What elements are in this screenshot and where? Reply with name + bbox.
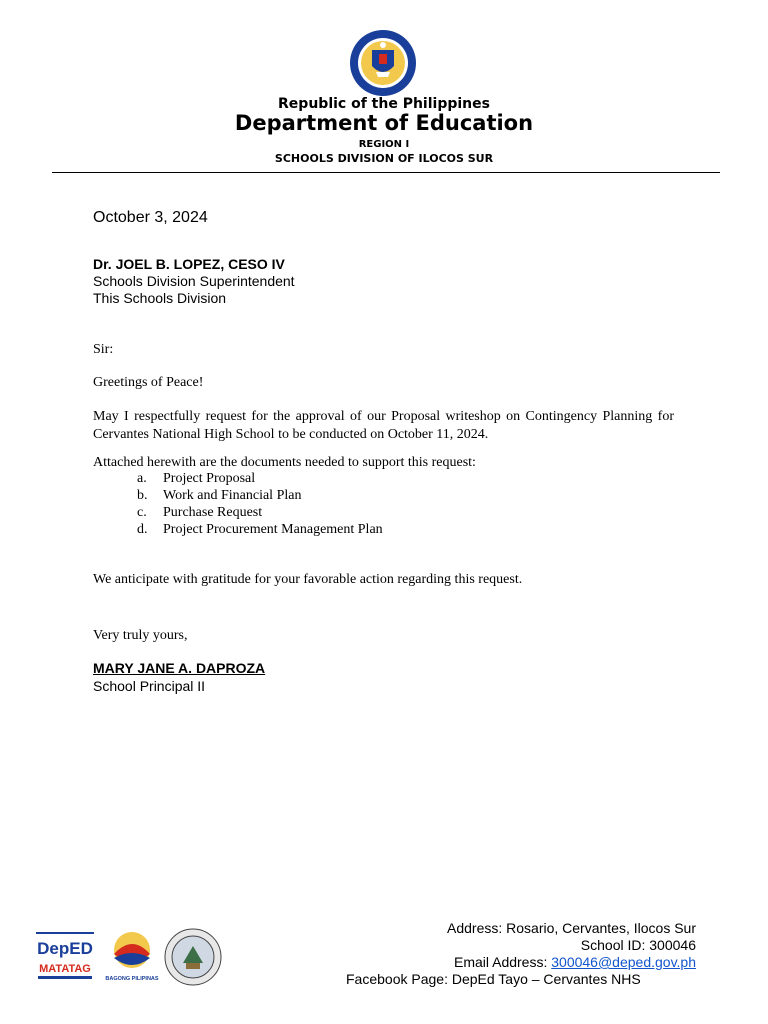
deped-logo-text: DepED	[37, 939, 93, 958]
footer-facebook: Facebook Page: DepEd Tayo – Cervantes NHS	[346, 971, 641, 987]
addressee-name: Dr. JOEL B. LOPEZ, CESO IV	[93, 256, 285, 272]
footer-school-id: School ID: 300046	[580, 937, 696, 953]
salutation: Sir:	[93, 342, 114, 357]
region-heading: REGION I	[358, 139, 410, 150]
footer-email-label: Email Address:	[453, 954, 552, 970]
list-marker: a.	[137, 471, 147, 486]
list-item-text: Project Procurement Management Plan	[163, 522, 383, 537]
attachments-intro: Attached herewith are the documents needed to support this request:	[93, 455, 476, 470]
list-item-text: Purchase Request	[163, 505, 263, 520]
list-item	[137, 487, 383, 504]
attachments-list	[137, 470, 383, 538]
cervantes-nhs-seal	[164, 928, 222, 986]
header-divider	[52, 172, 720, 173]
list-item-text: Project Proposal	[163, 471, 256, 486]
republic-heading: Republic of the Philippines	[278, 96, 490, 112]
complimentary-close: Very truly yours,	[93, 628, 188, 643]
deped-seal	[348, 28, 418, 98]
bagong-logo-text: BAGONG PILIPINAS	[105, 976, 159, 982]
list-item-text: Work and Financial Plan	[163, 488, 302, 503]
signer-name: MARY JANE A. DAPROZA	[93, 660, 266, 676]
list-marker: c.	[137, 505, 147, 520]
letter-date: October 3, 2024	[93, 209, 208, 226]
closing-paragraph: We anticipate with gratitude for your favorable action regarding this request.	[93, 572, 523, 587]
division-heading: SCHOOLS DIVISION OF ILOCOS SUR	[274, 152, 494, 165]
deped-matatag-logo	[36, 930, 96, 982]
department-heading: Department of Education	[234, 111, 534, 135]
bagong-pilipinas-logo	[105, 928, 159, 984]
footer-contact	[447, 920, 696, 971]
greeting: Greetings of Peace!	[93, 375, 204, 390]
addressee-title: Schools Division Superintendent	[93, 273, 295, 289]
addressee-office: This Schools Division	[93, 290, 227, 306]
request-paragraph: May I respectfully request for the approval of our Proposal writeshop on Contingency Planning for Cervantes National High School to be conducted on October 11, 2024.	[93, 409, 674, 442]
footer-email-link[interactable]: 300046@deped.gov.ph	[551, 954, 696, 970]
list-item	[137, 521, 383, 538]
list-item	[137, 504, 383, 521]
footer-address: Address: Rosario, Cervantes, Ilocos Sur	[447, 920, 696, 936]
matatag-logo-text: MATATAG	[39, 963, 91, 975]
list-marker: d.	[137, 522, 148, 537]
footer-email-line	[447, 954, 696, 971]
signer-title: School Principal II	[93, 678, 206, 694]
list-item	[137, 470, 383, 487]
list-marker: b.	[137, 488, 148, 503]
